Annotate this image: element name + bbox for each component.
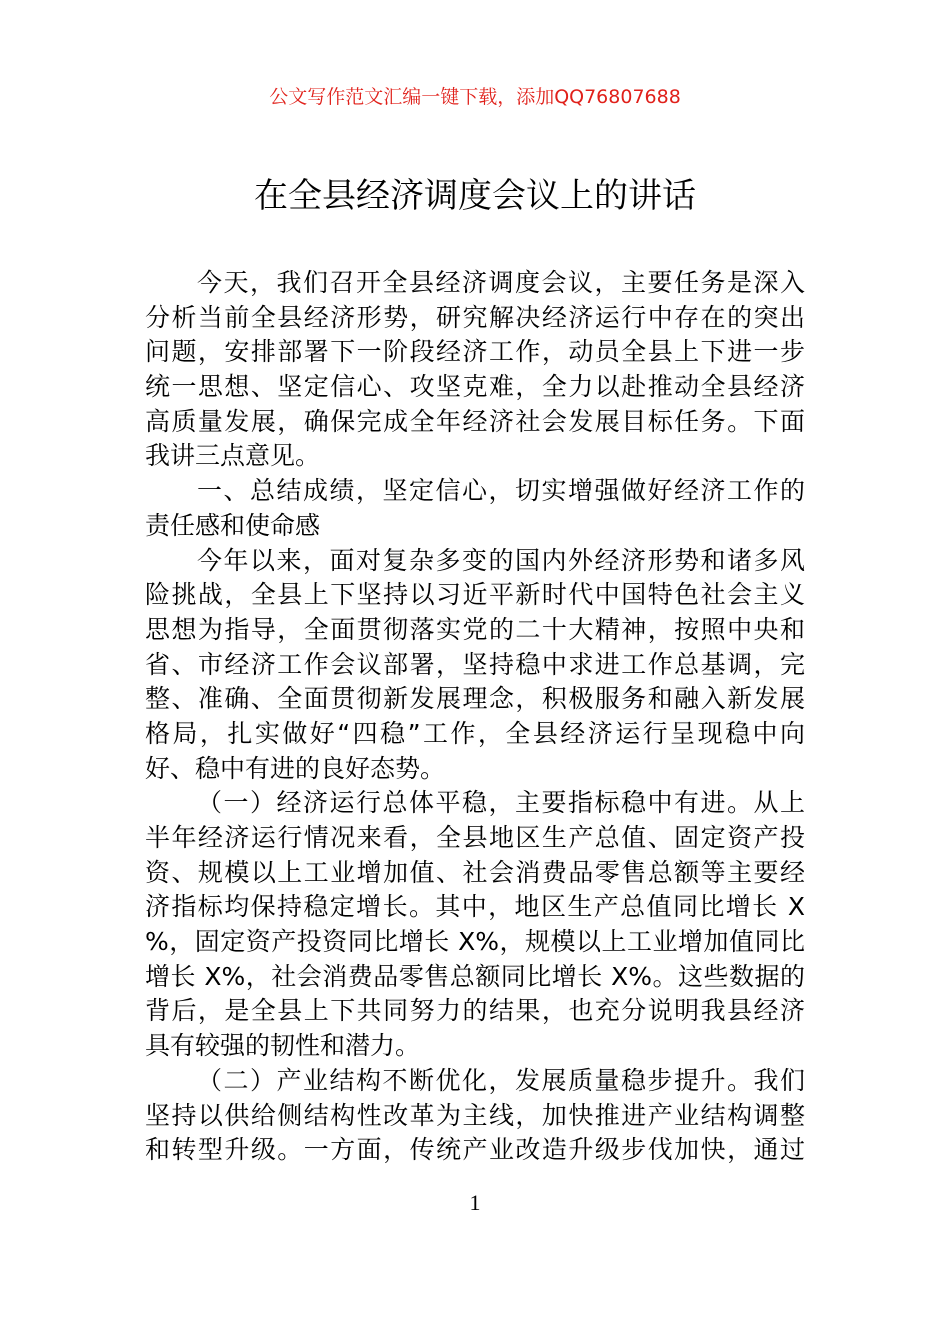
text-line: 和转型升级。一方面，传统产业改造升级步伐加快，通过 <box>145 1135 805 1165</box>
text-line: 高质量发展，确保完成全年经济社会发展目标任务。下面 <box>145 406 805 436</box>
text-line: 增长 X%，社会消费品零售总额同比增长 X%。这些数据的 <box>145 961 805 991</box>
paragraph <box>145 786 805 1064</box>
text-line: 半年经济运行情况来看，全县地区生产总值、固定资产投 <box>145 823 805 852</box>
text-line: 坚持以供给侧结构性改革为主线，加快推进产业结构调整 <box>145 1100 805 1130</box>
text-line: 思想为指导，全面贯彻落实党的二十大精神，按照中央和 <box>145 614 805 644</box>
text-line: 今年以来，面对复杂多变的国内外经济形势和诸多风 <box>197 545 805 575</box>
text-line: （一）经济运行总体平稳，主要指标稳中有进。从上 <box>197 788 805 818</box>
text-line: 问题，安排部署下一阶段经济工作，动员全县上下进一步 <box>145 337 805 367</box>
paragraph <box>145 544 805 787</box>
text-line: 省、市经济工作会议部署，坚持稳中求进工作总基调，完 <box>145 649 805 679</box>
page-number: 1 <box>469 1190 481 1215</box>
text-line: 背后，是全县上下共同努力的结果，也充分说明我县经济 <box>145 996 805 1026</box>
text-line: 格局，扎实做好“四稳”工作，全县经济运行呈现稳中向 <box>145 718 805 748</box>
text-line: 统一思想、坚定信心、攻坚克难，全力以赴推动全县经济 <box>145 372 805 402</box>
watermark-header: 公文写作范文汇编一键下载，添加QQ76807688 <box>269 86 681 108</box>
text-line: %，固定资产投资同比增长 X%，规模以上工业增加值同比 <box>145 927 805 957</box>
text-line: 我讲三点意见。 <box>145 441 321 471</box>
document-title: 在全县经济调度会议上的讲话 <box>254 176 696 216</box>
text-line: （二）产业结构不断优化，发展质量稳步提升。我们 <box>197 1065 805 1095</box>
text-line: 险挑战，全县上下坚持以习近平新时代中国特色社会主义 <box>145 580 805 610</box>
text-line: 责任感和使命感 <box>145 510 321 540</box>
paragraph <box>145 1064 805 1168</box>
text-line: 资、规模以上工业增加值、社会消费品零售总额等主要经 <box>145 857 805 887</box>
text-line: 具有较强的韧性和潜力。 <box>145 1031 421 1061</box>
paragraph <box>145 474 805 543</box>
text-line: 济指标均保持稳定增长。其中，地区生产总值同比增长 X <box>145 892 805 922</box>
text-line: 整、准确、全面贯彻新发展理念，积极服务和融入新发展 <box>145 684 805 714</box>
text-line: 一、总结成绩，坚定信心，切实增强做好经济工作的 <box>197 476 805 506</box>
text-line: 分析当前全县经济形势，研究解决经济运行中存在的突出 <box>145 302 805 332</box>
paragraph <box>145 266 805 474</box>
text-line: 今天，我们召开全县经济调度会议，主要任务是深入 <box>197 268 805 297</box>
text-line: 好、稳中有进的良好态势。 <box>145 753 446 783</box>
document-body <box>145 266 805 1168</box>
